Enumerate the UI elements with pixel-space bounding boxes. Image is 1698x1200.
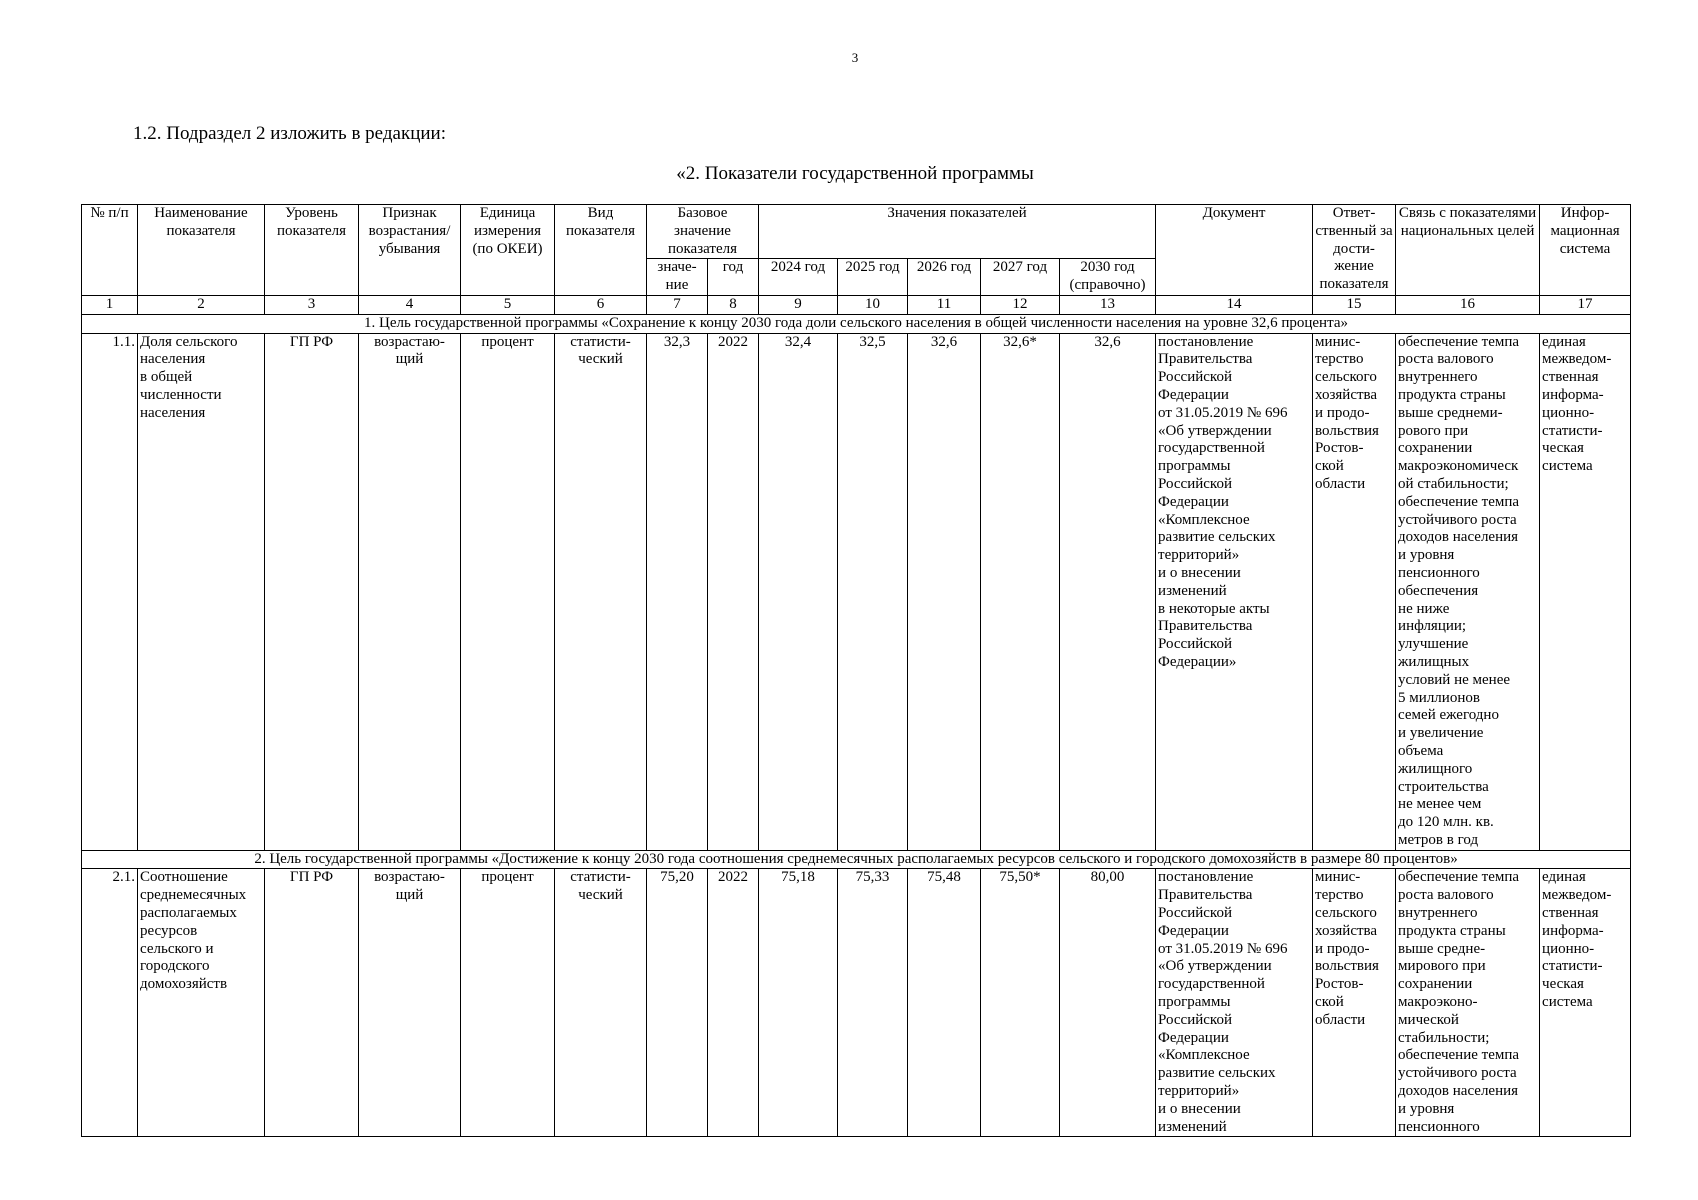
info-system-cell: единая межведом- ственная информа- ционно- статисти- ческая система — [1540, 869, 1631, 1137]
national-goals-link-cell: обеспечение темпа роста валового внутреннего продукта страны выше средне- мирового при сохранении макроэконо- мической стабильности; обеспечение темпа устойчивого роста доходов населения и уровня пенсионного — [1396, 869, 1540, 1137]
value-2025: 32,5 — [838, 333, 908, 850]
header-2030: 2030 год (справочно) — [1060, 259, 1156, 296]
col-number: 3 — [265, 295, 359, 314]
value-2030: 32,6 — [1060, 333, 1156, 850]
indicator-name: Соотношение среднемесячных располагаемых ресурсов сельского и городского домохозяйств — [138, 869, 265, 1137]
col-number: 13 — [1060, 295, 1156, 314]
header-link: Связь с показателями национальных целей — [1396, 205, 1540, 296]
value-2024: 75,18 — [759, 869, 838, 1137]
indicator-kind: статисти- ческий — [555, 333, 647, 850]
col-number: 17 — [1540, 295, 1631, 314]
header-level: Уровень показателя — [265, 205, 359, 296]
header-2025: 2025 год — [838, 259, 908, 296]
indicator-level: ГП РФ — [265, 869, 359, 1137]
col-number: 8 — [708, 295, 759, 314]
indicators-table — [81, 204, 1631, 1137]
document-cell: постановление Правительства Российской Федерации от 31.05.2019 № 696 «Об утверждении государственной программы Российской Федерации «Комплексное развитие сельских территорий» и о внесении изменений — [1156, 869, 1313, 1137]
header-base: Базовое значение показателя — [647, 205, 759, 259]
goal-2-title: 2. Цель государственной программы «Достижение к концу 2030 года соотношения среднемесячных располагаемых ресурсов сельского и городского домохозяйств в размере 80 процентов» — [82, 850, 1631, 869]
header-2024: 2024 год — [759, 259, 838, 296]
col-number: 9 — [759, 295, 838, 314]
header-responsible: Ответ- ственный за дости- жение показателя — [1313, 205, 1396, 296]
section-title: «2. Показатели государственной программы — [676, 163, 1034, 184]
indicator-sign: возрастаю- щий — [359, 869, 461, 1137]
indicator-sign: возрастаю- щий — [359, 333, 461, 850]
header-base-value: значе- ние — [647, 259, 708, 296]
header-document: Документ — [1156, 205, 1313, 296]
header-sign: Признак возрастания/ убывания — [359, 205, 461, 296]
page-number: 3 — [851, 50, 859, 65]
header-kind: Вид показателя — [555, 205, 647, 296]
row-num: 2.1. — [82, 869, 138, 1137]
col-number: 6 — [555, 295, 647, 314]
value-2024: 32,4 — [759, 333, 838, 850]
header-num: № п/п — [82, 205, 138, 296]
row-num: 1.1. — [82, 333, 138, 850]
base-year: 2022 — [708, 333, 759, 850]
indicator-kind: статисти- ческий — [555, 869, 647, 1137]
goal-2-row — [82, 850, 1631, 869]
col-number: 10 — [838, 295, 908, 314]
value-2027: 32,6* — [981, 333, 1060, 850]
indicator-unit: процент — [461, 333, 555, 850]
header-values: Значения показателей — [759, 205, 1156, 259]
col-number: 12 — [981, 295, 1060, 314]
national-goals-link-cell: обеспечение темпа роста валового внутреннего продукта страны выше среднеми- рового при сохранении макроэкономическ ой стабильности; обеспечение темпа устойчивого роста доходов населения и уровня пенсионного обеспечения не ниже инфляции; улучшение жилищных условий не менее 5 миллионов семей ежегодно и увеличение объема жилищного строительства не менее чем до 120 млн. кв. метров в год — [1396, 333, 1540, 850]
goal-1-row — [82, 314, 1631, 333]
document-cell: постановление Правительства Российской Федерации от 31.05.2019 № 696 «Об утверждении государственной программы Российской Федерации «Комплексное развитие сельских территорий» и о внесении изменений в некоторые акты Правительства Российской Федерации» — [1156, 333, 1313, 850]
header-info: Инфор- мационная система — [1540, 205, 1631, 296]
header-2027: 2027 год — [981, 259, 1060, 296]
indicator-unit: процент — [461, 869, 555, 1137]
col-number: 16 — [1396, 295, 1540, 314]
indicator-level: ГП РФ — [265, 333, 359, 850]
value-2025: 75,33 — [838, 869, 908, 1137]
col-number: 15 — [1313, 295, 1396, 314]
info-system-cell: единая межведом- ственная информа- ционно- статисти- ческая система — [1540, 333, 1631, 850]
col-number: 2 — [138, 295, 265, 314]
indicator-row-2-1 — [82, 869, 1631, 1137]
header-unit: Единица измерения (по ОКЕИ) — [461, 205, 555, 296]
col-number: 7 — [647, 295, 708, 314]
base-value: 32,3 — [647, 333, 708, 850]
base-year: 2022 — [708, 869, 759, 1137]
col-number: 4 — [359, 295, 461, 314]
header-2026: 2026 год — [908, 259, 981, 296]
col-number: 11 — [908, 295, 981, 314]
value-2030: 80,00 — [1060, 869, 1156, 1137]
header-base-year: год — [708, 259, 759, 296]
responsible-cell: минис- терство сельского хозяйства и продо- вольствия Ростов- ской области — [1313, 333, 1396, 850]
responsible-cell: минис- терство сельского хозяйства и продо- вольствия Ростов- ской области — [1313, 869, 1396, 1137]
indicator-row-1-1 — [82, 333, 1631, 850]
column-numbers-row — [82, 295, 1631, 314]
value-2027: 75,50* — [981, 869, 1060, 1137]
intro-text: 1.2. Подраздел 2 изложить в редакции: — [133, 123, 446, 144]
base-value: 75,20 — [647, 869, 708, 1137]
value-2026: 75,48 — [908, 869, 981, 1137]
header-name: Наименование показателя — [138, 205, 265, 296]
col-number: 5 — [461, 295, 555, 314]
indicator-name: Доля сельского населения в общей численности населения — [138, 333, 265, 850]
col-number: 1 — [82, 295, 138, 314]
value-2026: 32,6 — [908, 333, 981, 850]
goal-1-title: 1. Цель государственной программы «Сохранение к концу 2030 года доли сельского населения в общей численности населения на уровне 32,6 процента» — [82, 314, 1631, 333]
header-row-1 — [82, 205, 1631, 259]
col-number: 14 — [1156, 295, 1313, 314]
